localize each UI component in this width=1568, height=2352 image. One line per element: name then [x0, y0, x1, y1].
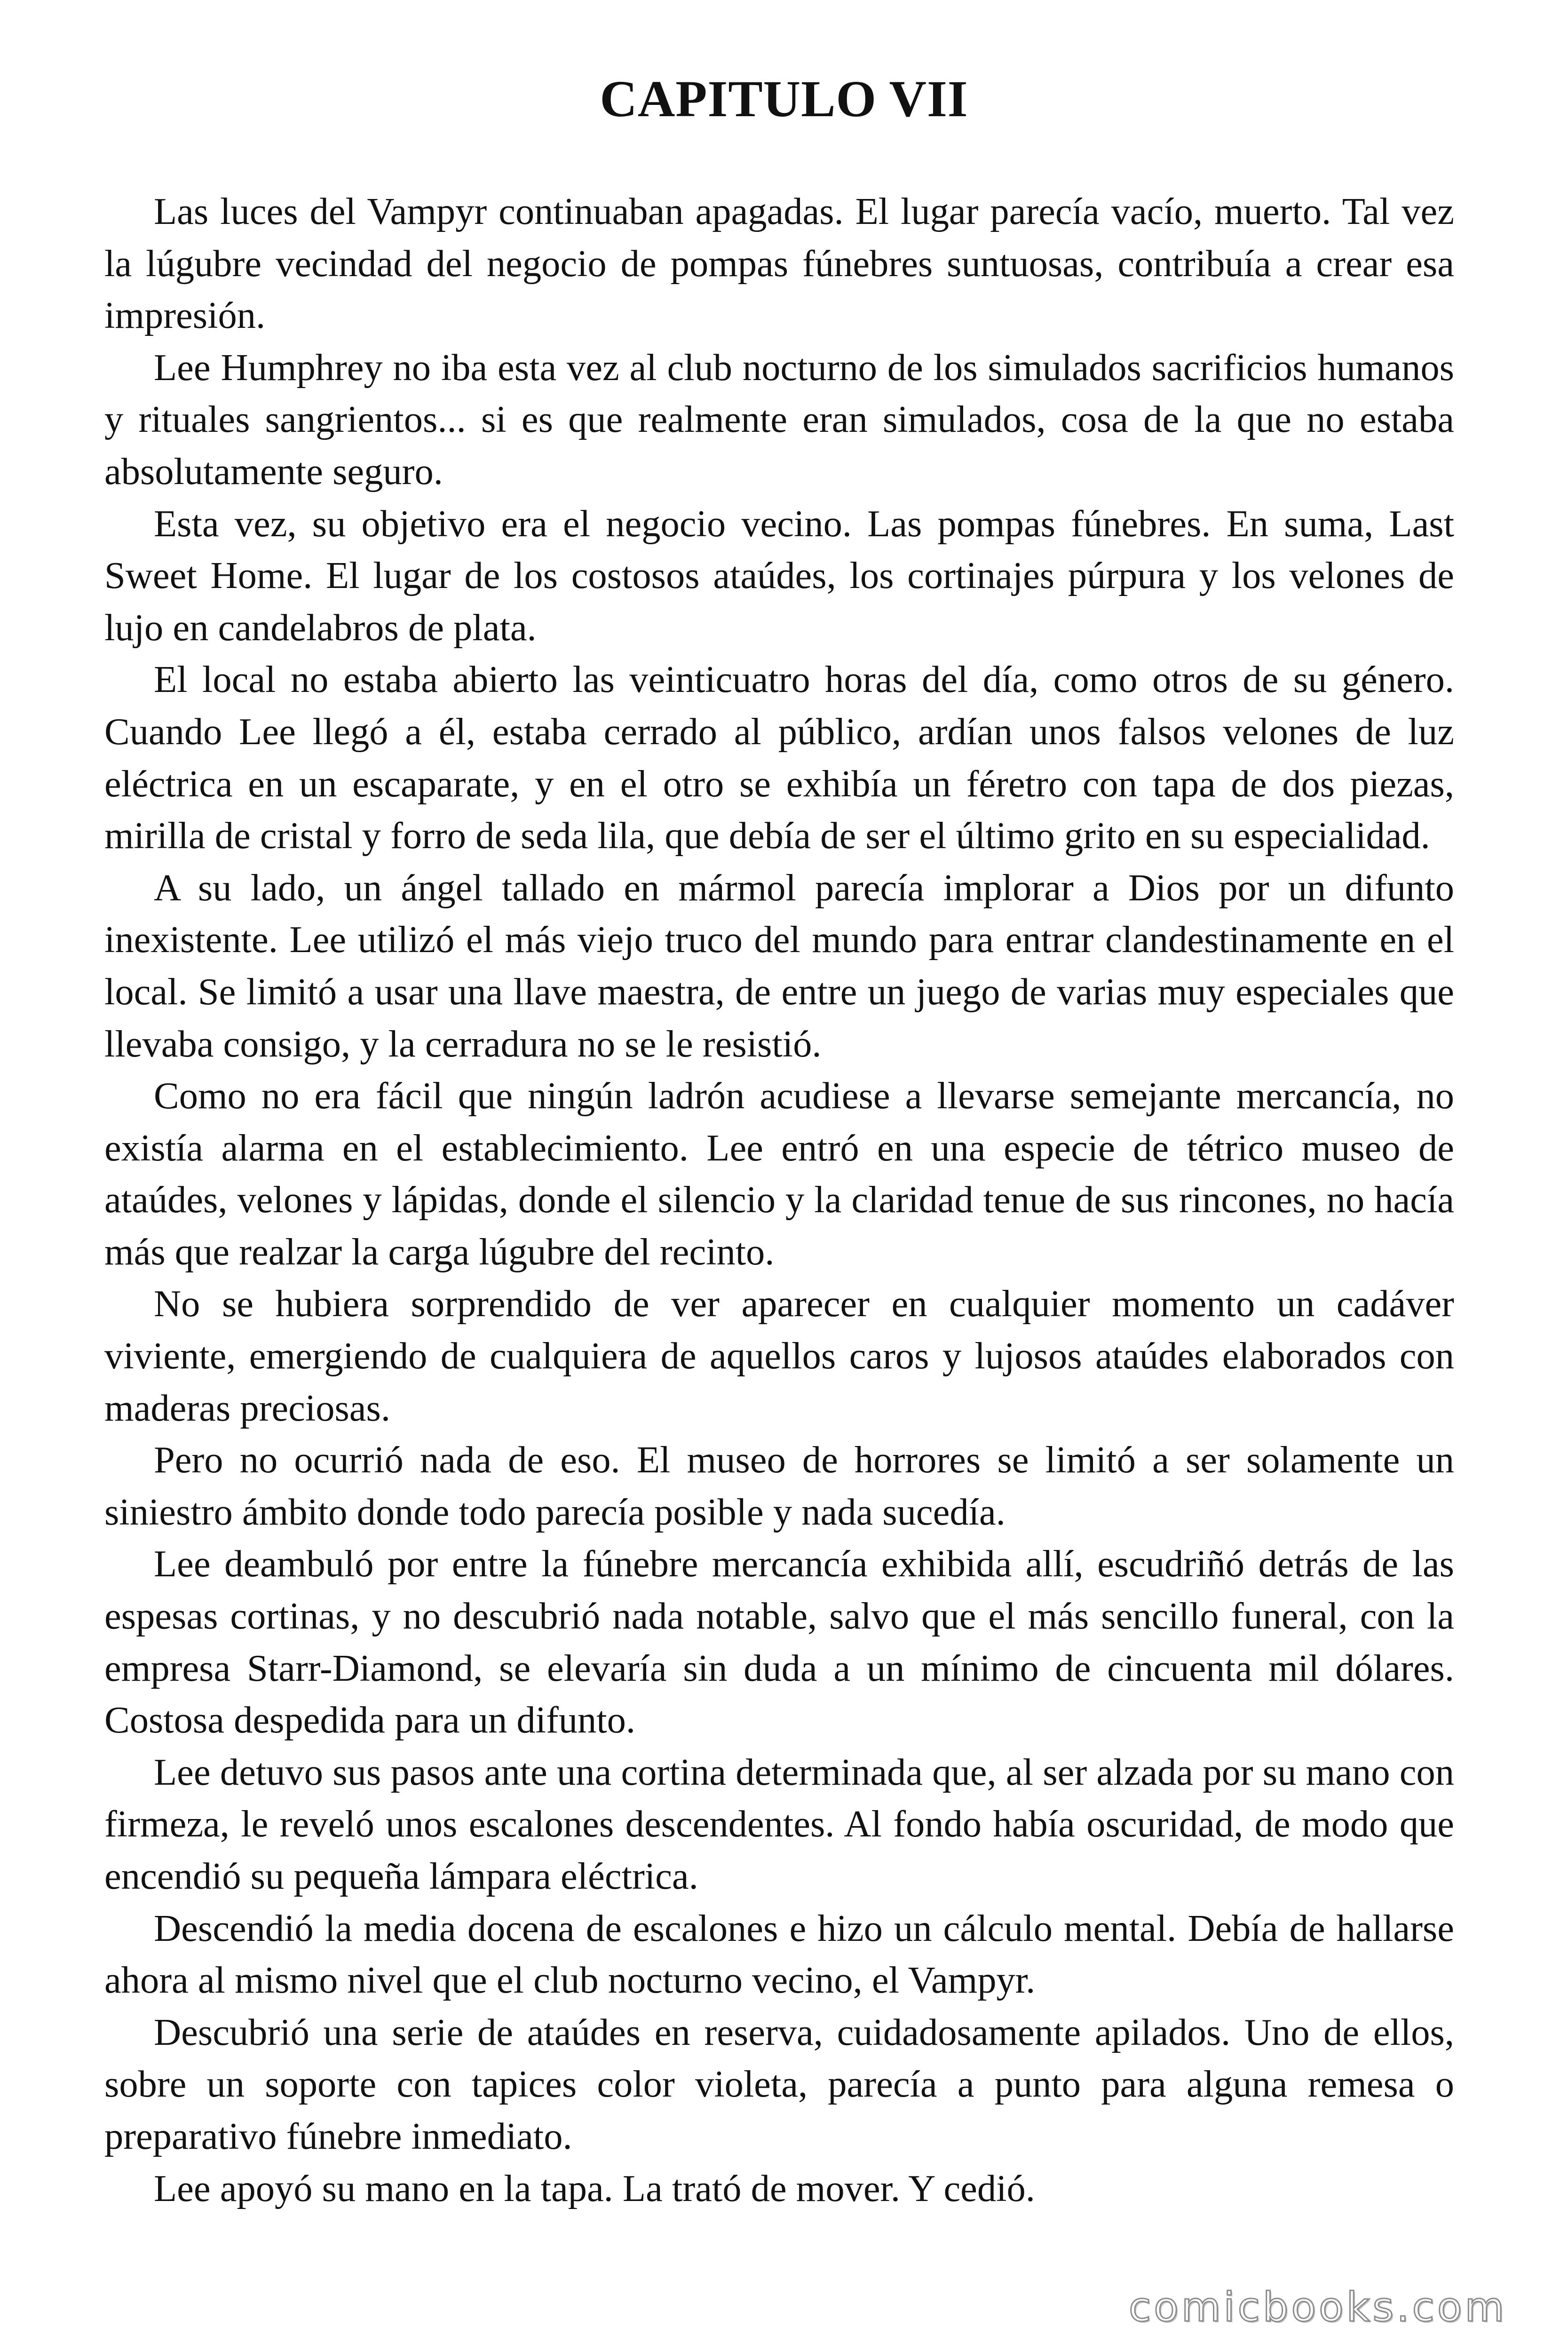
watermark-logo: comicbooks.com: [1129, 2284, 1507, 2331]
paragraph: Pero no ocurrió nada de eso. El museo de horrores se limitó a ser solamente un siniestro ámbito donde todo parecía posible y nada sucedía.: [104, 1439, 1454, 1533]
paragraph: Esta vez, su objetivo era el negocio vecino. Las pompas fúnebres. En suma, Last Sweet Home. El lugar de los costosos ataúdes, los cortinajes púrpura y los velones de lujo en candelabros de plata.: [104, 502, 1454, 649]
paragraph: Las luces del Vampyr continuaban apagadas. El lugar parecía vacío, muerto. Tal vez la lúgubre vecindad del negocio de pompas fúnebres suntuosas, contribuía a crear esa impresión.: [104, 191, 1454, 337]
paragraph: El local no estaba abierto las veinticuatro horas del día, como otros de su género. Cuando Lee llegó a él, estaba cerrado al público, ardían unos falsos velones de luz eléctrica en un escaparate, y en el otro se exhibía un féretro con tapa de dos piezas, mirilla de cristal y forro de seda lila, que debía de ser el último grito en su especialidad.: [104, 659, 1454, 857]
paragraph: Lee detuvo sus pasos ante una cortina determinada que, al ser alzada por su mano con firmeza, le reveló unos escalones descendentes. Al fondo había oscuridad, de modo que encendió su pequeña lámpara eléctrica.: [104, 1751, 1454, 1897]
paragraph: No se hubiera sorprendido de ver aparecer en cualquier momento un cadáver viviente, emergiendo de cualquiera de aquellos caros y lujosos ataúdes elaborados con maderas preciosas.: [104, 1283, 1454, 1429]
paragraph: Descubrió una serie de ataúdes en reserva, cuidadosamente apilados. Uno de ellos, sobre un soporte con tapices color violeta, parecía a punto para alguna remesa o preparativo fúnebre inmediato.: [104, 2011, 1454, 2157]
paragraph: Lee Humphrey no iba esta vez al club nocturno de los simulados sacrificios humanos y rituales sangrientos... si es que realmente eran simulados, cosa de la que no estaba absolutamente seguro.: [104, 346, 1454, 493]
paragraph: Lee apoyó su mano en la tapa. La trató de mover. Y cedió.: [154, 2167, 1035, 2209]
paragraph: Descendió la media docena de escalones e hizo un cálculo mental. Debía de hallarse ahora al mismo nivel que el club nocturno vecino, el Vampyr.: [104, 1907, 1454, 2002]
chapter-body: [104, 186, 1454, 2215]
chapter-title: CAPITULO VII: [600, 70, 968, 127]
paragraph: A su lado, un ángel tallado en mármol parecía implorar a Dios por un difunto inexistente. Lee utilizó el más viejo truco del mundo para entrar clandestinamente en el local. Se limitó a usar una llave maestra, de entre un juego de varias muy especiales que llevaba consigo, y la cerradura no se le resistió.: [104, 866, 1454, 1065]
paragraph: Como no era fácil que ningún ladrón acudiese a llevarse semejante mercancía, no existía alarma en el establecimiento. Lee entró en una especie de tétrico museo de ataúdes, velones y lápidas, donde el silencio y la claridad tenue de sus rincones, no hacía más que realzar la carga lúgubre del recinto.: [104, 1075, 1454, 1273]
paragraph: Lee deambuló por entre la fúnebre mercancía exhibida allí, escudriñó detrás de las espesas cortinas, y no descubrió nada notable, salvo que el más sencillo funeral, con la empresa Starr-Diamond, se elevaría sin duda a un mínimo de cincuenta mil dólares. Costosa despedida para un difunto.: [104, 1543, 1454, 1741]
